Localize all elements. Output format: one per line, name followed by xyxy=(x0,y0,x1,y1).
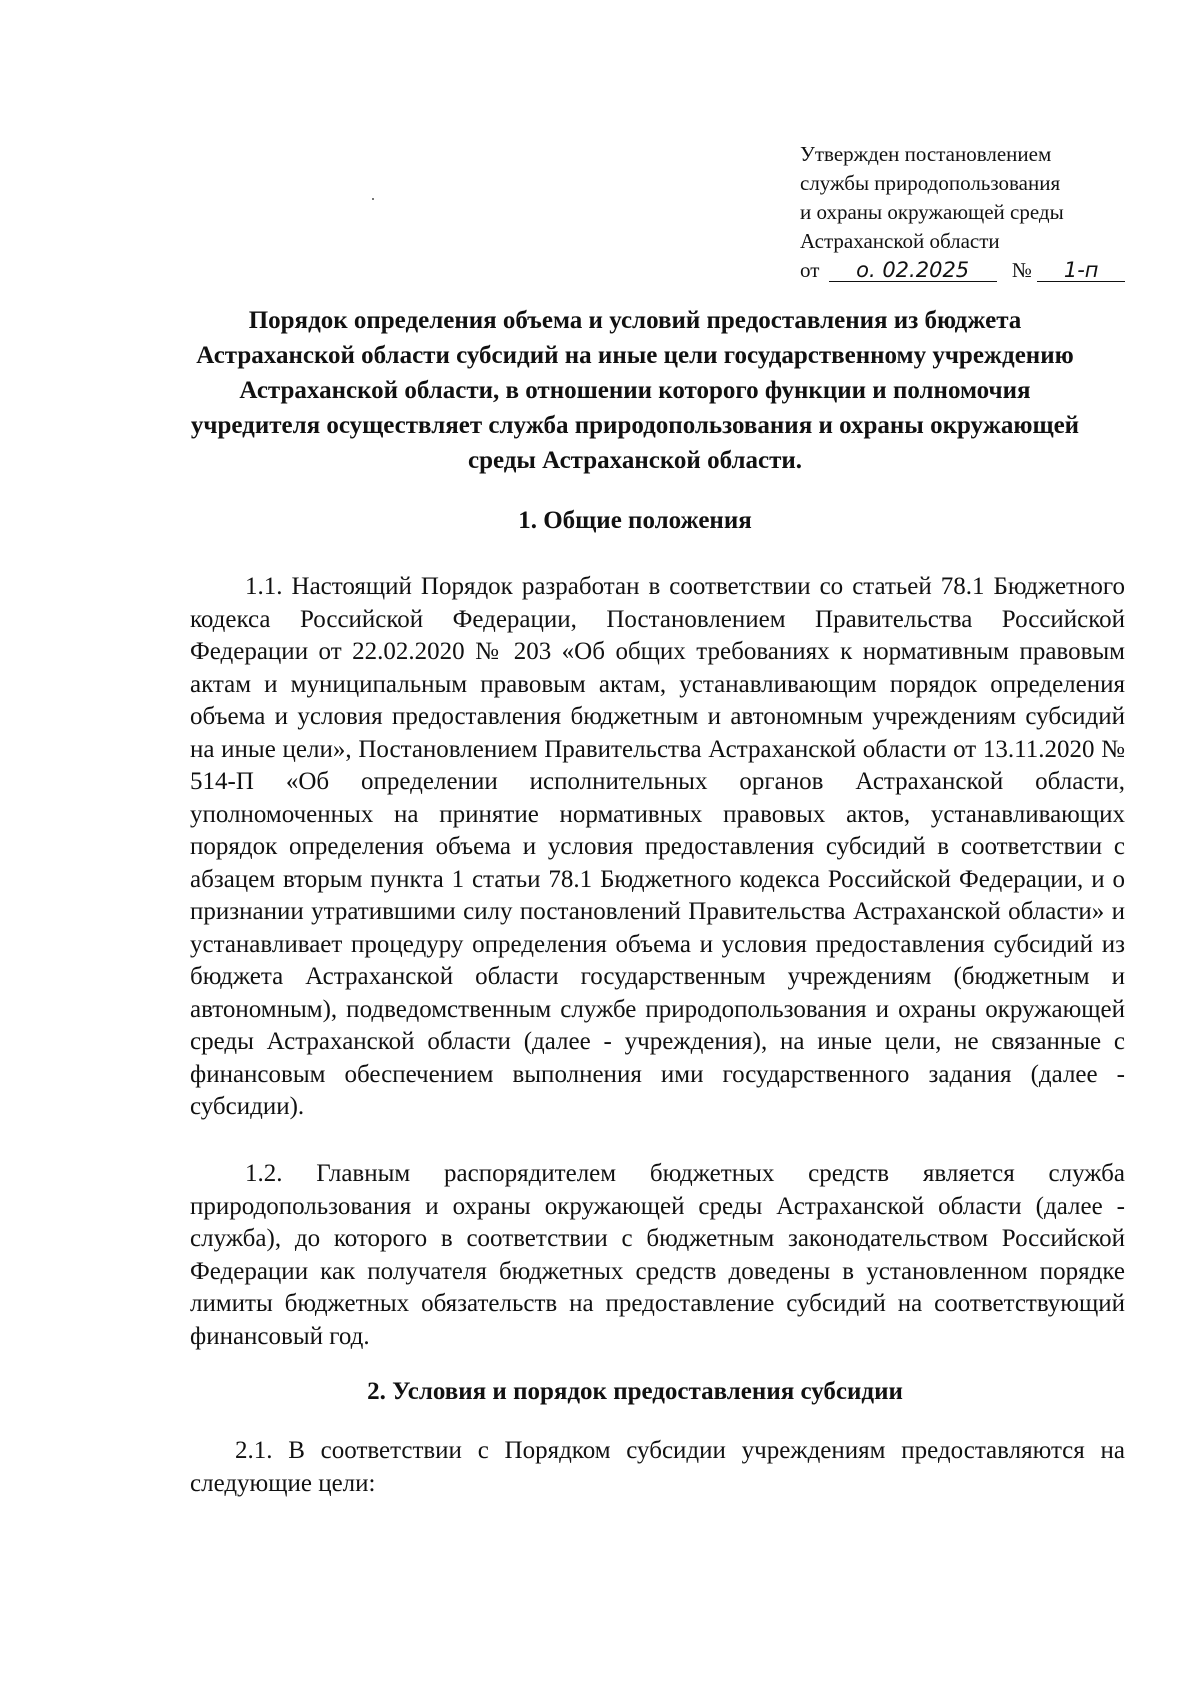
section-2-heading: 2. Условия и порядок предоставления субсидии xyxy=(367,1378,903,1405)
document-title: Порядок определения объема и условий предоставления из бюджета Астраханской области субсидий на иные цели государственному учреждению Астраханской области, в отношении которого функции и полномочия учредителя осуществляет служба природопользования и охраны окружающей среды Астраханской области. xyxy=(190,307,1080,474)
handwritten-date: о. 02.2025 xyxy=(829,259,997,282)
handwritten-number: 1-п xyxy=(1037,259,1125,282)
approval-line-2: службы природопользования xyxy=(800,171,1061,195)
number-sign: № xyxy=(1011,258,1032,282)
approval-line-4: Астраханской области xyxy=(800,229,1000,253)
date-prefix: от xyxy=(800,258,820,282)
approval-line-3: и охраны окружающей среды xyxy=(800,200,1064,224)
approval-stamp xyxy=(800,140,1130,285)
approval-line-1: Утвержден постановлением xyxy=(800,142,1052,166)
approval-date-line xyxy=(800,256,1130,285)
paragraph-1-2: 1.2. Главным распорядителем бюджетных средств является служба природопользования и охраны окружающей среды Астраханской области (далее - служба), до которого в соответствии с бюджетным законодательством Российской Федерации как получателя бюджетных средств доведены в установленном порядке лимиты бюджетных обязательств на предоставление субсидий на соответствующий финансовый год. xyxy=(190,1160,1125,1350)
section-1-heading: 1. Общие положения xyxy=(518,507,752,534)
paragraph-1-1: 1.1. Настоящий Порядок разработан в соответствии со статьей 78.1 Бюджетного кодекса Российской Федерации, Постановлением Правительства Российской Федерации от 22.02.2020 № 203 «Об общих требованиях к нормативным правовым актам и муниципальным правовым актам, устанавливающим порядок определения объема и условия предоставления бюджетным и автономным учреждениям субсидий на иные цели», Постановлением Правительства Астраханской области от 13.11.2020 № 514-П «Об определении исполнительных органов Астраханской области, уполномоченных на принятие нормативных правовых актов, устанавливающих порядок определения объема и условия предоставления субсидий в соответствии с абзацем вторым пункта 1 статьи 78.1 Бюджетного кодекса Российской Федерации, и о признании утратившими силу постановлений Правительства Астраханской области» и устанавливает процедуру определения объема и условия предоставления субсидий из бюджета Астраханской области государственным учреждениям (бюджетным и автономным), подведомственным службе природопользования и охраны окружающей среды Астраханской области (далее - учреждения), на иные цели, не связанные с финансовым обеспечением выполнения ими государственного задания (далее - субсидии). xyxy=(190,573,1125,1120)
paragraph-2-1: 2.1. В соответствии с Порядком субсидии учреждениям предоставляются на следующие цели: xyxy=(190,1437,1125,1497)
scan-speck xyxy=(372,198,374,200)
